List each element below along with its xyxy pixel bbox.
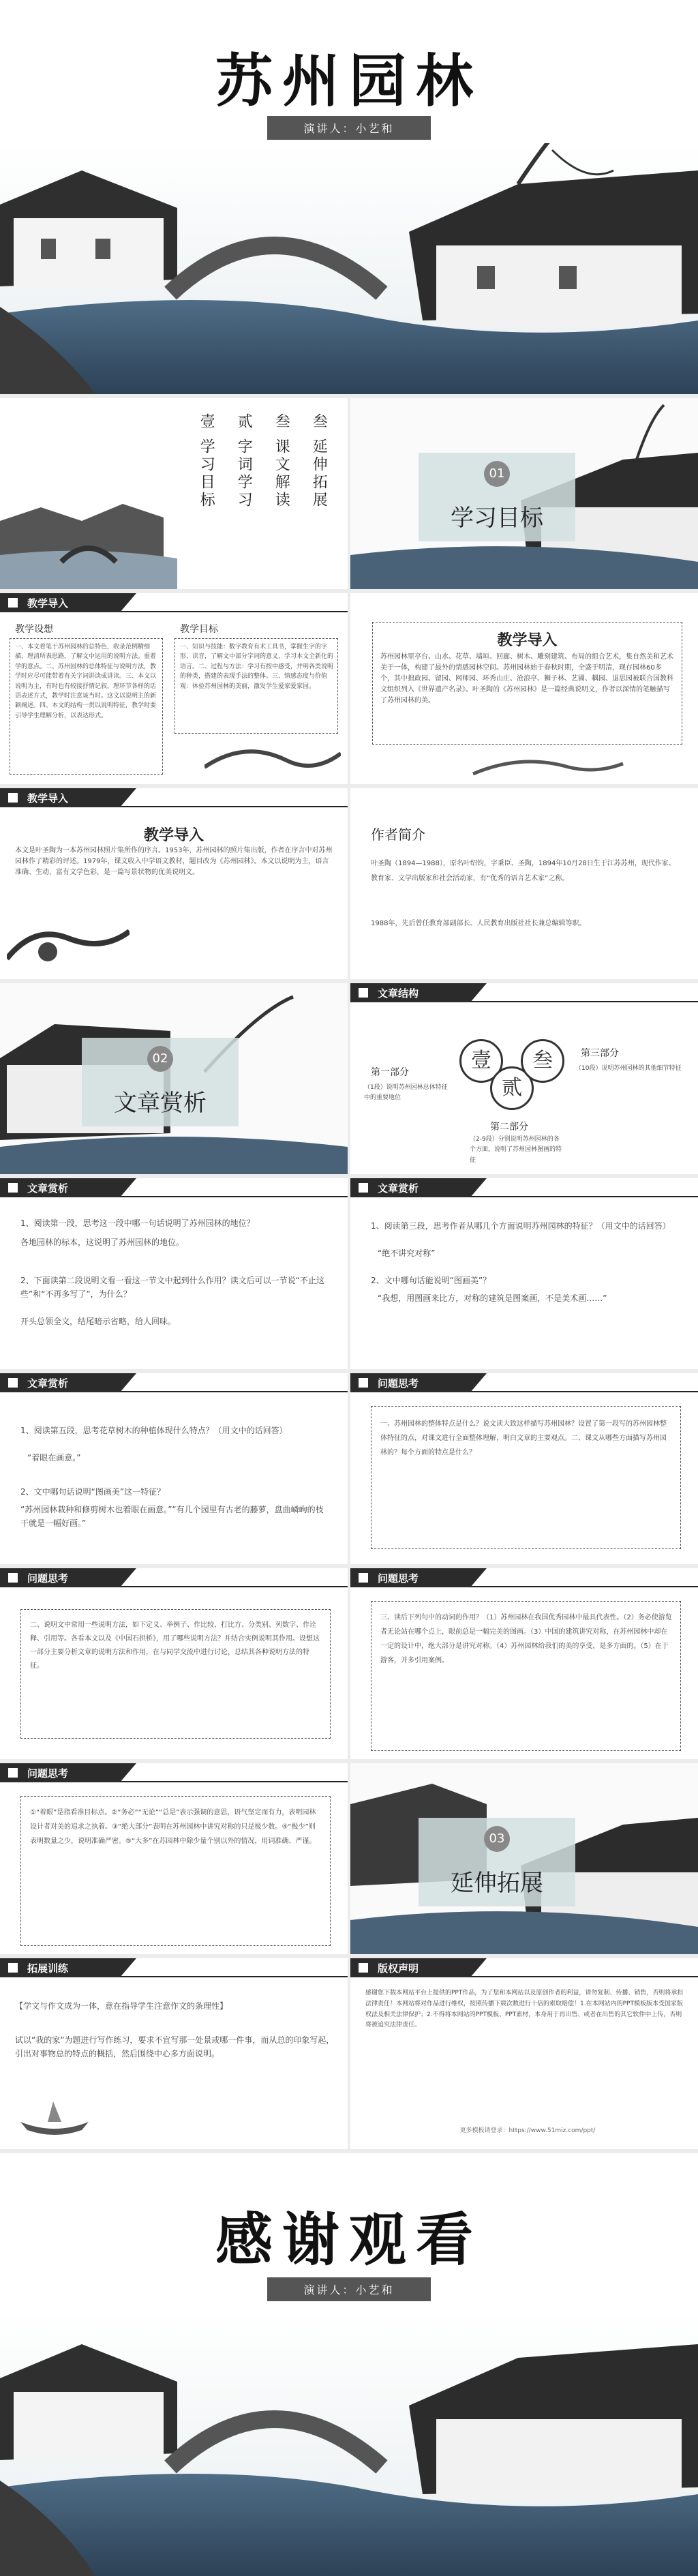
author-p2: 1988年，先后曾任教育部副部长、人民教育出版社社长兼总编辑等职。 (371, 920, 586, 927)
circle-1: 壹 (459, 1039, 503, 1083)
intro-title: 教学导入 (497, 632, 558, 649)
slide-intro-2 (0, 788, 348, 979)
end-presenter: 演讲人：小艺和 (267, 2277, 431, 2301)
toc-num-4: 叁 (310, 413, 328, 431)
slide-author (350, 788, 698, 979)
answer-1: “着眼在画意。” (27, 1453, 81, 1463)
toc-num-1: 壹 (198, 413, 215, 431)
cover-ink-painting (0, 143, 698, 394)
author-title: 作者简介 (371, 826, 425, 843)
answer-2: “苏州园林栽种和修剪树木也着眼在画意。”“有几个园里有古老的藤萝，盘曲嶙峋的枝干就是一幅好画。” (20, 1505, 324, 1529)
answer-2: “我想，用图画来比方，对称的建筑是图案画，不是美术画……” (378, 1293, 607, 1303)
header-bar (0, 1763, 348, 1782)
question-1: 1、阅读第五段，思考花草树木的种植体现什么特点？（用文中的话回答） (20, 1426, 288, 1435)
answer-1: 各地园林的标本，这说明了苏州园林的地位。 (20, 1238, 185, 1247)
thinking-text: ①“着眼”是指看准目标点。②“务必”“无论”“总是”表示强调的意思，语气坚定而有力，表明园林设计者对美的追求之执着。③“绝大部分”表明在苏州园林中讲究对称的只是极少数。④“极少”则表明数量之少，说明准确严密。⑤“大多”在苏园林中除少量个别以外的情况，用词准确、严谨。 (30, 1809, 316, 1845)
copyright-text: 感谢您下载本网站平台上提供的PPT作品，为了您和本网站以及原创作者的利益，请勿复制、传播、销售，否则将承担法律责任！本网站将对作品进行维权，按照传播下载次数进行十倍的索取赔偿！1.在本网站内的PPT模板版本受国家版权法及相关法律保护；2.不得将本网站的PPT模板、PPT素材，本身用于再出售、或者在出售的其它软件中上传，否则将被追究法律责任。 (365, 1990, 684, 2029)
slide-structure (350, 983, 698, 1174)
ink-decoration (204, 740, 341, 781)
slide-thinking-4 (0, 1763, 348, 1954)
header-label: 教学导入 (27, 597, 69, 610)
boat-icon (14, 2095, 95, 2142)
end-title: 感谢观看 (215, 2206, 483, 2273)
header-bar (0, 788, 348, 807)
section-03-number: 03 (484, 1826, 510, 1852)
end-slide (0, 2153, 698, 2576)
cover-title: 苏州园林 (215, 47, 483, 115)
slide-copyright (350, 1958, 698, 2149)
toc-label-1: 学习目标 (198, 438, 215, 509)
template-link[interactable]: 更多模板请登录：https://www.51miz.com/ppt/ (459, 2127, 596, 2134)
header-label: 版权声明 (378, 1962, 419, 1975)
section-01-slide (350, 398, 698, 589)
slide-intro-1 (350, 593, 698, 784)
left-title: 教学设想 (15, 624, 53, 635)
header-bar (0, 1568, 348, 1587)
toc-ink-town (0, 480, 177, 589)
extension-p1: 【学文与作文成为一体，意在指导学生注意作文的条理性】 (15, 2001, 228, 2011)
question-1: 1、阅读第一段，思考这一段中哪一句话说明了苏州园林的地位？ (20, 1218, 255, 1228)
intro2-title: 教学导入 (143, 827, 204, 844)
question-2: 2、文中哪句话能说明“图画美”？ (371, 1276, 491, 1285)
header-label: 文章结构 (378, 987, 419, 1000)
header-bar (350, 1373, 698, 1392)
toc-item-4[interactable] (310, 413, 327, 509)
right-text: 一、知识与技能：数字教育有术工具书，掌握生字的字形、读音，了解文中部分字词的意义，学习本文全新化的语言。二、过程与方法：学习有按中感受，并明各类说明的种类，搭建的表现手法的整体。三、情感态度与价值观：体验苏州园林的美丽，激发学生爱家爱家园。 (180, 644, 334, 690)
header-label: 问题思考 (27, 1572, 69, 1585)
left-text: 一、本文着笔于苏州园林的总特色，收录范例精细描，理清所表思路，了解文中运用的说明方法。重着学的意点。二、苏州园林的总体特征与说明方法，教学时应尽可能带着有关字词讲读成讲读。三、本文以说明为主，有时也有较接抒情记叙，理环节各样的话语表述方式，教学时注意该当时。这文以说明主的新颖阐述。四、本文的结构一贯以说明特征，教学时要引导学生理解分析，以表达形式。 (15, 644, 157, 719)
header-bar (350, 1178, 698, 1197)
slide-thinking-2 (0, 1568, 348, 1759)
question-2: 2、文中哪句话说明“图画美”这一特征？ (20, 1487, 166, 1497)
header-label: 文章赏析 (378, 1182, 419, 1195)
slide-thinking-3 (350, 1568, 698, 1759)
toc-item-2[interactable] (235, 413, 252, 509)
slide-thinking-1 (350, 1373, 698, 1564)
question-2: 2、下面读第二段说明文看一看这一节文中起到什么作用？读文后可以一节说“不止这些”和“不再多写了”，为什么？ (20, 1276, 324, 1300)
end-ink-painting (0, 2310, 698, 2576)
cover-slide (0, 0, 698, 394)
slide-analysis-1 (0, 1178, 348, 1369)
header-bar (0, 1373, 348, 1392)
intro-text: 苏州园林里亭台、山水、花草、墙垣、回廊、树木、雕刻建筑、布局的组合艺术，集自然美和艺术美于一体，构建了最外的情感园林空间。苏州园林始于春秋时期，全盛于明清，现存园林60多个，其中拙政园、留园、网师园、环秀山庄、沧浪亭、狮子林、艺圃、耦园、退思园被联合国教科文组织列入《世界遗产名录》。叶圣陶的《苏州园林》是一篇经典说明文，作者以深情的笔触描写了苏州园林的美。 (380, 653, 673, 704)
author-p1: 叶圣陶（1894—1988），原名叶绍钧，字秉臣、圣陶，1894年10月28日生于江苏苏州，现代作家、教育家、文学出版家和社会活动家，有“优秀的语言艺术家”之称。 (371, 860, 676, 882)
circle-3: 叁 (521, 1039, 564, 1083)
section-01-number: 01 (484, 461, 510, 487)
header-bar (0, 1178, 348, 1197)
cover-presenter: 演讲人：小艺和 (267, 116, 431, 140)
question-1: 1、阅读第三段，思考作者从哪几个方面说明苏州园林的特征？（用文中的话回答） (371, 1221, 671, 1231)
header-bar (0, 593, 348, 612)
header-bar (350, 983, 698, 1002)
header-label: 文章赏析 (27, 1182, 69, 1195)
slide-analysis-3 (0, 1373, 348, 1564)
section-02-slide (0, 983, 348, 1174)
part1-note: （1段）说明苏州园林总体特征中的重要地位 (364, 1084, 448, 1102)
slide-analysis-2 (350, 1178, 698, 1369)
header-bar (350, 1958, 698, 1977)
slide-teaching-plan (0, 593, 348, 784)
section-02-number: 02 (147, 1046, 173, 1072)
toc-label-4: 延伸拓展 (310, 438, 328, 509)
part1-label: 第一部分 (371, 1067, 409, 1078)
part3-note: （10段）说明苏州园林的其他细节特征 (575, 1065, 682, 1072)
toc-slide (0, 398, 348, 589)
toc-num-3: 叁 (273, 413, 290, 431)
header-label: 拓展训练 (27, 1962, 69, 1975)
header-label: 文章赏析 (27, 1377, 69, 1390)
right-title: 教学目标 (180, 624, 218, 635)
slide-extension (0, 1958, 348, 2149)
header-label: 问题思考 (378, 1572, 419, 1585)
toc-item-3[interactable] (273, 413, 289, 509)
part2-note: （2-9段）分别说明苏州园林的各个方面，说明了苏州园林图画的特征 (470, 1136, 562, 1164)
toc-label-3: 课文解读 (273, 438, 290, 509)
header-bar (0, 1958, 348, 1977)
intro2-text: 本文是叶圣陶为一本苏州园林照片集所作的序言。1953年，苏州园林的照片集出版，作者在序言中对苏州园林作了精彩的评述。1979年，课文收入中学语文教材，题目改为《苏州园林》。本文以说明为主，语言准确、生动，富有文学色彩，是一篇写景状物的优美说明文。 (15, 847, 333, 876)
section-01-title: 学习目标 (451, 505, 543, 532)
toc-item-1[interactable] (198, 413, 214, 509)
thinking-text: 二、说明文中常用一些说明方法，如下定义、举例子、作比较、打比方、分类别、列数字、作诠释、引用等。各看本文以及《中国石拱桥》，用了哪些说明方法？并结合实例说明其作用。设想这一部分主要分析文章的说明方法和作用，在与同学交流中进行讨论，总结其各种说明方法的特征。 (30, 1621, 320, 1670)
toc-label-2: 字词学习 (235, 438, 253, 509)
answer-2: 开头总领全文，结尾暗示省略，给人回味。 (20, 1317, 177, 1326)
section-03-title: 延伸拓展 (451, 1870, 543, 1897)
header-label: 问题思考 (27, 1767, 69, 1780)
header-bar (350, 1568, 698, 1587)
extension-p2: 试以“我的家”为题进行写作练习，要求不宜写那一处景或哪一件事，而从总的印象写起，引出对事物总的特点的概括，然后围绕中心多方面说明。 (15, 2035, 335, 2059)
ink-decoration (350, 747, 698, 784)
section-02-title: 文章赏析 (114, 1090, 207, 1117)
section-03-slide (350, 1763, 698, 1954)
answer-1: “绝不讲究对称” (378, 1248, 436, 1258)
part2-label: 第二部分 (490, 1122, 528, 1133)
header-label: 教学导入 (27, 792, 69, 805)
ink-decoration (7, 911, 130, 972)
thinking-text: 一、苏州园林的整体特点是什么？说文读大致这样描写苏州园林？设置了第一段写的苏州园林整体特征的点，对课文进行全面整体理解，明白文章的主要观点。二、课文从哪些方面描写苏州园林的？每个方面的特点是什么？ (380, 1420, 667, 1456)
circle-2: 贰 (490, 1066, 534, 1110)
header-label: 问题思考 (378, 1377, 419, 1390)
thinking-text: 三、读后下列句中的动词的作用？（1）苏州园林在我国优秀园林中最具代表性。（2）务必使游览者无论站在哪个点上，眼前总是一幅完美的图画。（3）中国的建筑讲究对称，在苏州园林中却在一定的设计中，绝大部分是讲究对称。（4）苏州园林给我们的美的享受，是多方面的。（5）在于游客，并多引用案例。 (380, 1614, 672, 1664)
part3-label: 第三部分 (581, 1048, 619, 1059)
toc-num-2: 贰 (235, 413, 253, 431)
